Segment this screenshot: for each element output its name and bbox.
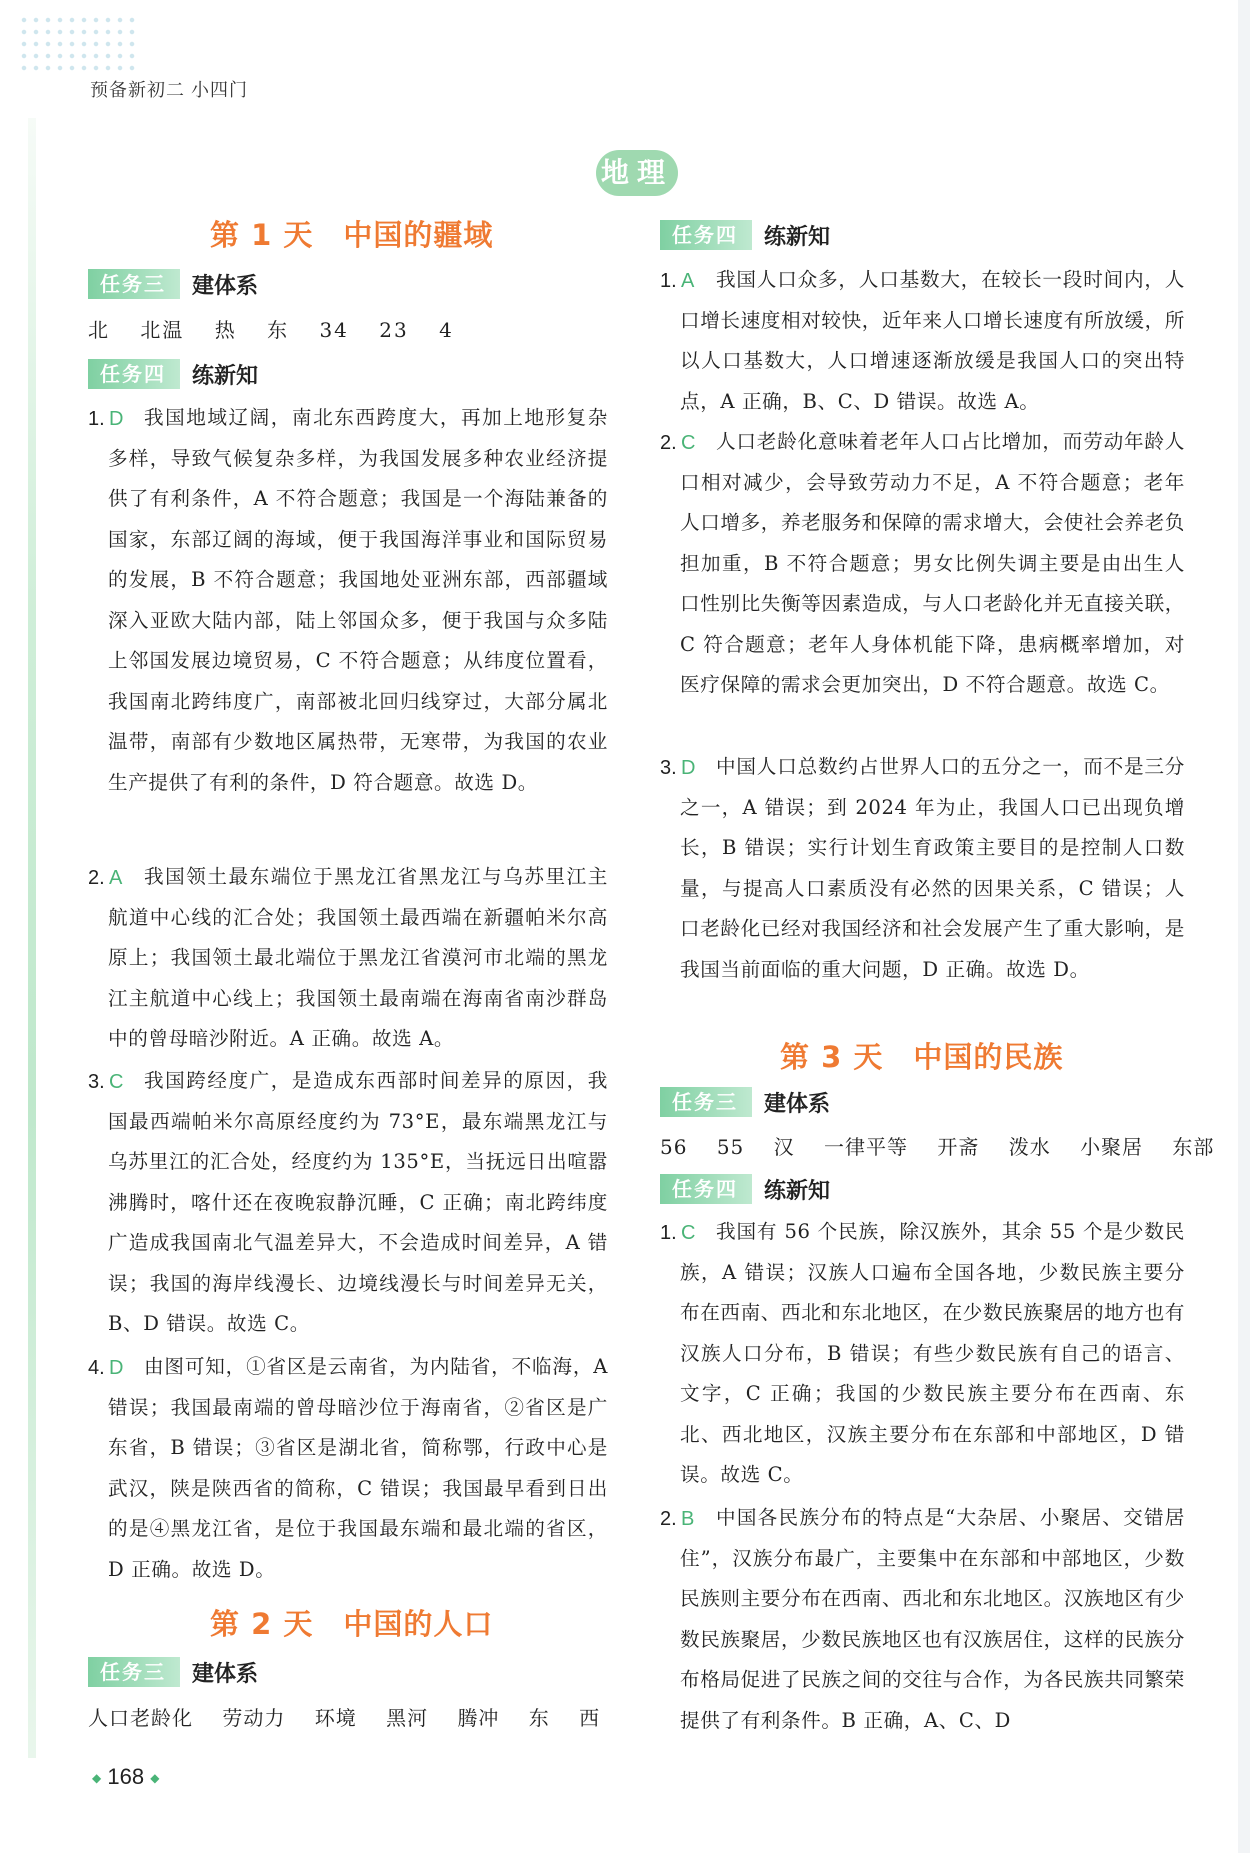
- day2-task4: [660, 218, 830, 252]
- explanation-text: 我国跨经度广，是造成东西部时间差异的原因，我国最西端帕米尔高原经度约为 73°E，最东端黑龙江与乌苏里江的汇合处，经度约为 135°E，当抚远日出喧嚣沸腾时，喀什还在夜晚寂静沉睡，C 正确；南北跨纬度广造成我国南北气温差异大，不会造成时间差异，A 错误；我国的海岸线漫长、边境线漫长与时间差异无关，B、D 错误。故选 C。: [108, 1069, 608, 1335]
- task-name: 建体系: [192, 1661, 259, 1687]
- day1-task4: [88, 357, 258, 391]
- question-item: [88, 1071, 608, 1345]
- question-number: 2.: [660, 1508, 677, 1530]
- day3-task4: [660, 1172, 830, 1206]
- decorative-dots: [18, 14, 138, 74]
- explanation-text: 中国各民族分布的特点是“大杂居、小聚居、交错居住”，汉族分布最广，主要集中在东部和中部地区，少数民族则主要分布在西南、西北和东北地区。汉族地区有少数民族聚居，少数民族地区也有汉族居住，这样的民族分布格局促进了民族之间的交往与合作，为各民族共同繁荣提供了有利条件。B 正确，A、C、D: [680, 1506, 1185, 1732]
- day1-task3: [88, 267, 258, 301]
- question-number: 1.: [88, 408, 105, 430]
- explanation-text: 我国有 56 个民族，除汉族外，其余 55 个是少数民族，A 错误；汉族人口遍布全国各地，少数民族主要分布在西南、西北和东北地区，在少数民族聚居的地方也有汉族人口分布，B 错误；有些少数民族有自己的语言、文字，C 正确；我国的少数民族主要分布在西南、东北、西北地区，汉族主要分布在东部和中部地区，D 错误。故选 C。: [680, 1220, 1185, 1486]
- fill-answer: 55: [716, 1135, 745, 1159]
- question-number: 3.: [660, 757, 677, 779]
- day2-title: 第 2 天 中国的人口: [210, 1607, 494, 1641]
- question-number: 4.: [88, 1357, 105, 1379]
- left-decor-bar: [28, 118, 36, 1758]
- fill-answer: 4: [439, 318, 454, 342]
- fill-answer: 汉: [773, 1135, 795, 1159]
- question-item: [660, 1508, 1185, 1741]
- fill-answer: 23: [379, 318, 409, 342]
- fill-answer: 黑河: [386, 1706, 429, 1730]
- question-item: [88, 408, 608, 803]
- explanation-text: 我国地域辽阔，南北东西跨度大，再加上地形复杂多样，导致气候复杂多样，为我国发展多种农业经济提供了有利条件，A 不符合题意；我国是一个海陆兼备的国家，东部辽阔的海域，便于我国海洋事业和国际贸易的发展，B 不符合题意；我国地处亚洲东部，西部疆域深入亚欧大陆内部，陆上邻国众多，便于我国与众多陆上邻国发展边境贸易，C 不符合题意；从纬度位置看，我国南北跨纬度广，南部被北回归线穿过，大部分属北温带，南部有少数地区属热带，无寒带，为我国的农业生产提供了有利的条件，D 符合题意。故选 D。: [108, 406, 608, 794]
- day3-fill-answers: [660, 1131, 1236, 1160]
- diamond-icon: ◆: [92, 1771, 102, 1786]
- fill-answer: 泼水: [1008, 1135, 1051, 1159]
- question-number: 1.: [660, 1222, 677, 1244]
- question-item: [660, 1222, 1185, 1496]
- fill-answer: 56: [660, 1135, 688, 1159]
- answer-letter: D: [109, 408, 124, 430]
- task-badge: 任务四: [660, 220, 752, 250]
- question-item: [88, 867, 608, 1060]
- fill-answer: 西: [579, 1706, 601, 1730]
- fill-answer: 人口老龄化: [88, 1706, 193, 1730]
- day1-title: 第 1 天 中国的疆域: [210, 218, 494, 252]
- book-header: 预备新初二 小四门: [90, 80, 249, 100]
- fill-answer: 北: [88, 318, 110, 342]
- question-item: [660, 270, 1185, 422]
- fill-answer: 热: [214, 318, 237, 342]
- explanation-text: 中国人口总数约占世界人口的五分之一，而不是三分之一，A 错误；到 2024 年为止，我国人口已出现负增长，B 错误；实行计划生育政策主要目的是控制人口数量，与提高人口素质没有必然的因果关系，C 错误；人口老龄化已经对我国经济和社会发展产生了重大影响，是我国当前面临的重大问题，D 正确。故选 D。: [680, 755, 1185, 981]
- fill-answer: 环境: [314, 1706, 357, 1730]
- task-name: 建体系: [192, 273, 259, 299]
- fill-answer: 东: [528, 1706, 550, 1730]
- answer-letter: C: [109, 1071, 124, 1093]
- task-badge: 任务四: [660, 1174, 752, 1204]
- fill-answer: 劳动力: [222, 1706, 286, 1730]
- explanation-text: 由图可知，①省区是云南省，为内陆省，不临海，A 错误；我国最南端的曾母暗沙位于海南省，②省区是广东省，B 错误；③省区是湖北省，简称鄂，行政中心是武汉，陕是陕西省的简称，C 错误；我国最早看到日出的是④黑龙江省，是位于我国最东端和最北端的省区，D 正确。故选 D。: [108, 1355, 608, 1581]
- answer-letter: B: [681, 1508, 695, 1530]
- task-badge: 任务四: [88, 359, 180, 389]
- day2-fill-answers: [88, 1702, 622, 1731]
- fill-answer: 腾冲: [457, 1706, 500, 1730]
- task-badge: 任务三: [88, 269, 180, 299]
- question-number: 1.: [660, 270, 677, 292]
- question-item: [660, 432, 1185, 706]
- question-number: 2.: [88, 867, 105, 889]
- answer-letter: A: [109, 867, 123, 889]
- fill-answer: 北温: [140, 318, 185, 342]
- day3-title: 第 3 天 中国的民族: [780, 1040, 1064, 1074]
- answer-letter: D: [109, 1357, 124, 1379]
- task-badge: 任务三: [88, 1657, 180, 1687]
- fill-answer: 东: [267, 318, 290, 342]
- fill-answer: 开斋: [937, 1135, 980, 1159]
- fill-answer: 小聚居: [1080, 1135, 1144, 1159]
- explanation-text: 我国领土最东端位于黑龙江省黑龙江与乌苏里江主航道中心线的汇合处；我国领土最西端在新疆帕米尔高原上；我国领土最北端位于黑龙江省漠河市北端的黑龙江主航道中心线上；我国领土最南端在海南省南沙群岛中的曾母暗沙附近。A 正确。故选 A。: [108, 865, 608, 1050]
- answer-letter: D: [681, 757, 696, 779]
- day2-task3: [88, 1655, 258, 1689]
- fill-answer: 34: [319, 318, 349, 342]
- task-name: 练新知: [192, 363, 259, 389]
- explanation-text: 我国人口众多，人口基数大，在较长一段时间内，人口增长速度相对较快，近年来人口增长速度有所放缓，所以人口基数大，人口增速逐渐放缓是我国人口的突出特点，A 正确，B、C、D 错误。故选 A。: [680, 268, 1185, 413]
- diamond-icon: ◆: [150, 1771, 160, 1786]
- explanation-text: 人口老龄化意味着老年人口占比增加，而劳动年龄人口相对减少，会导致劳动力不足，A 不符合题意；老年人口增多，养老服务和保障的需求增大，会使社会养老负担加重，B 不符合题意；男女比例失调主要是由出生人口性别比失衡等因素造成，与人口老龄化并无直接关联，C 符合题意；老年人身体机能下降，患病概率增加，对医疗保障的需求会更加突出，D 不符合题意。故选 C。: [680, 430, 1185, 696]
- page-number-text: 168: [107, 1764, 145, 1789]
- task-name: 建体系: [764, 1091, 831, 1117]
- fill-answer: 东部: [1172, 1135, 1215, 1159]
- fill-answer: 一律平等: [823, 1135, 908, 1159]
- answer-letter: A: [681, 270, 695, 292]
- page-number: [92, 1764, 159, 1790]
- task-badge: 任务三: [660, 1087, 752, 1117]
- question-item: [660, 757, 1185, 990]
- question-number: 2.: [660, 432, 677, 454]
- subject-title: 地理: [596, 150, 678, 196]
- right-edge-strip: [1238, 0, 1250, 1853]
- question-item: [88, 1357, 608, 1590]
- day1-fill-answers: [88, 314, 476, 343]
- question-number: 3.: [88, 1071, 105, 1093]
- answer-letter: C: [681, 432, 696, 454]
- task-name: 练新知: [764, 1178, 831, 1204]
- task-name: 练新知: [764, 224, 831, 250]
- day3-task3: [660, 1085, 830, 1119]
- answer-letter: C: [681, 1222, 696, 1244]
